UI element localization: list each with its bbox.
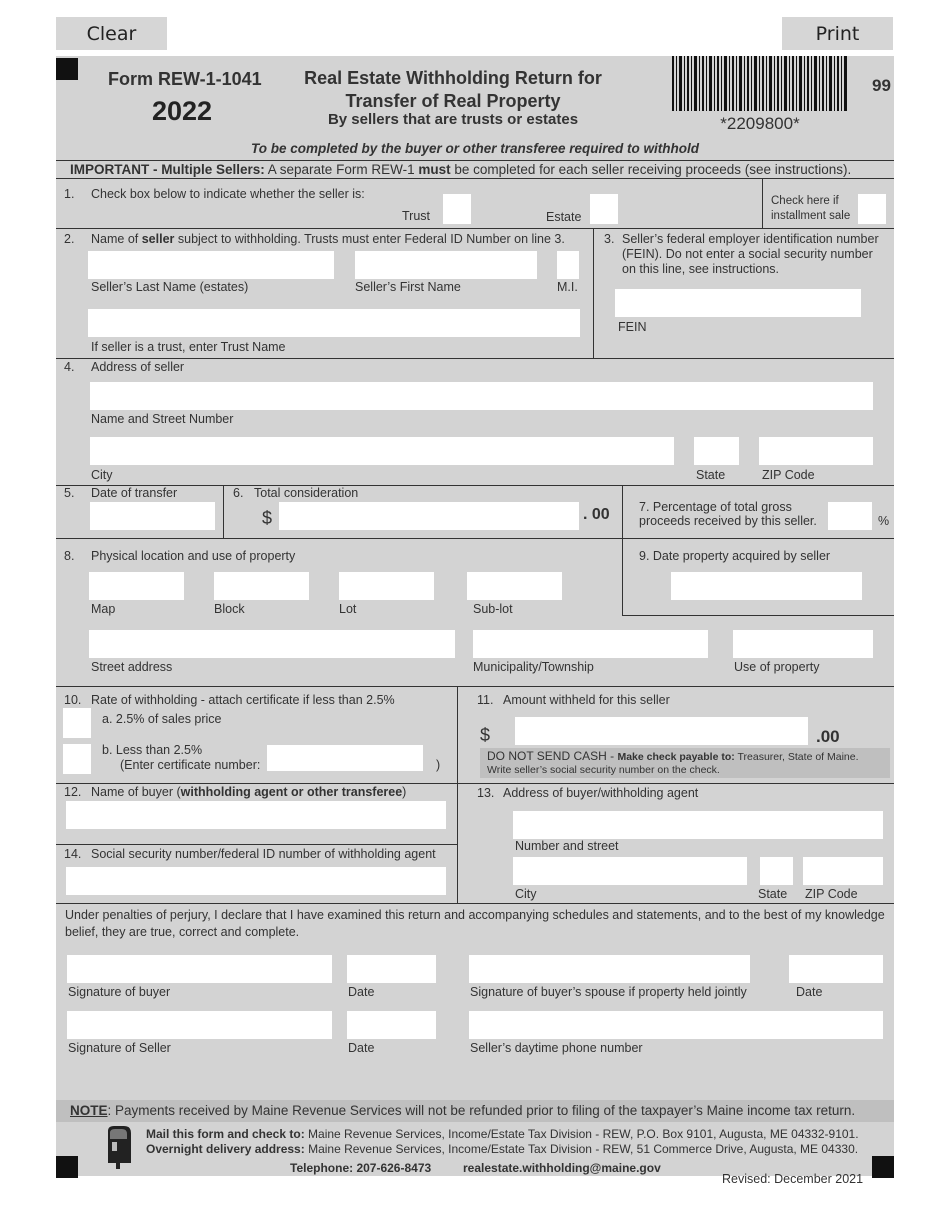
corner-code: 99 bbox=[872, 76, 891, 95]
amount-withheld-field[interactable] bbox=[515, 717, 808, 745]
seller-signature-date-field[interactable] bbox=[347, 1011, 436, 1039]
revised-date: Revised: December 2021 bbox=[722, 1172, 864, 1186]
trust-checkbox[interactable] bbox=[443, 194, 471, 224]
map-field[interactable] bbox=[89, 572, 184, 600]
installment-checkbox[interactable] bbox=[858, 194, 886, 224]
telephone: Telephone: 207-626-8473 bbox=[290, 1161, 432, 1175]
line1-label: Check box below to indicate whether the seller is: bbox=[91, 187, 365, 201]
transfer-date-field[interactable] bbox=[90, 502, 215, 530]
estate-label: Estate bbox=[546, 210, 582, 224]
buyer-signature-date-field[interactable] bbox=[347, 955, 436, 983]
property-street-field[interactable] bbox=[89, 630, 455, 658]
form-title-line2: Transfer of Real Property bbox=[345, 91, 561, 111]
municipality-field[interactable] bbox=[473, 630, 708, 658]
block-field[interactable] bbox=[214, 572, 309, 600]
percentage-field[interactable] bbox=[828, 502, 872, 530]
registration-mark bbox=[56, 58, 78, 80]
rate-b-checkbox[interactable] bbox=[63, 744, 91, 774]
form-id: Form REW-1-1041 bbox=[108, 69, 262, 89]
trust-label: Trust bbox=[402, 209, 431, 223]
spouse-signature-date-field[interactable] bbox=[789, 955, 883, 983]
date-acquired-field[interactable] bbox=[671, 572, 862, 600]
seller-zip-field[interactable] bbox=[759, 437, 873, 465]
important-note: IMPORTANT - Multiple Sellers: A separate Form REW-1 must be completed for each seller receiving proceeds (see instructions). bbox=[70, 162, 852, 177]
form-title-line1: Real Estate Withholding Return for bbox=[304, 68, 602, 88]
seller-phone-field[interactable] bbox=[469, 1011, 883, 1039]
fein-field[interactable] bbox=[615, 289, 861, 317]
refund-note: NOTE: Payments received by Maine Revenue Services will not be refunded prior to filing of the taxpayer’s Maine income tax return. bbox=[70, 1103, 856, 1118]
buyer-street-field[interactable] bbox=[513, 811, 883, 839]
clear-button[interactable]: Clear bbox=[56, 17, 167, 50]
registration-mark bbox=[56, 1156, 78, 1178]
seller-state-field[interactable] bbox=[694, 437, 739, 465]
lot-field[interactable] bbox=[339, 572, 434, 600]
tax-year: 2022 bbox=[152, 96, 213, 126]
rate-a-checkbox[interactable] bbox=[63, 708, 91, 738]
seller-street-field[interactable] bbox=[90, 382, 873, 410]
buyer-city-field[interactable] bbox=[513, 857, 747, 885]
buyer-zip-field[interactable] bbox=[803, 857, 883, 885]
print-button[interactable]: Print bbox=[782, 17, 893, 50]
perjury-statement: Under penalties of perjury, I declare that I have examined this return and accompanying schedules and statements, and to the best of my knowledge bbox=[65, 908, 885, 922]
buyer-ssn-field[interactable] bbox=[66, 867, 446, 895]
estate-checkbox[interactable] bbox=[590, 194, 618, 224]
mailbox-icon bbox=[104, 1125, 134, 1169]
form-subtitle: By sellers that are trusts or estates bbox=[327, 111, 579, 128]
line2-label: Name of seller subject to withholding. Trusts must enter Federal ID Number on line 3. bbox=[91, 232, 565, 246]
seller-mi-field[interactable] bbox=[557, 251, 579, 279]
seller-first-name-field[interactable] bbox=[355, 251, 537, 279]
registration-mark bbox=[872, 1156, 894, 1178]
total-consideration-field[interactable] bbox=[279, 502, 579, 530]
instruction-line: To be completed by the buyer or other transferee required to withhold bbox=[250, 141, 700, 156]
trust-name-field[interactable] bbox=[88, 309, 580, 337]
email-link[interactable]: realestate.withholding@maine.gov bbox=[463, 1161, 661, 1175]
buyer-name-field[interactable] bbox=[66, 801, 446, 829]
buyer-signature-field[interactable] bbox=[67, 955, 332, 983]
sublot-field[interactable] bbox=[467, 572, 562, 600]
buyer-state-field[interactable] bbox=[760, 857, 793, 885]
seller-city-field[interactable] bbox=[90, 437, 674, 465]
barcode-text: *2209800* bbox=[720, 114, 800, 133]
barcode bbox=[670, 56, 850, 112]
installment-label: Check here if bbox=[771, 195, 839, 207]
certificate-number-field[interactable] bbox=[267, 745, 423, 771]
seller-last-name-field[interactable] bbox=[88, 251, 334, 279]
property-use-field[interactable] bbox=[733, 630, 873, 658]
rew-form: Form REW-1-1041 2022 Real Estate Withholding Return for Transfer of Real Property By sellers that are trusts or estates *2209800* 99 To be completed by the buyer or other transferee required to withhold IMPORTANT - Multiple Sellers: A separate Form REW-1 must be completed for each seller receiving proceeds (see instructions). 1. Check box below to indicate whether the seller is: Trust Estate Check here if installment sale 2. Name of seller subject to withholding. Trusts must enter Federal ID Number on line 3. Seller’s Last Name (estates) Seller’s First Name M.I. If seller is a trust, enter Trust Name 3. Seller’s federal employer identification number (FEIN). Do not enter a social security number on this line, see instructions. FEIN 4. Address of seller Name and Street Number City State ZIP Code 5. Date of transfer 6. Total consideration $ . 00 7. Percentage of total gross proceeds received by this seller. % 8. Physical location and use of property 9. Date property acquired by seller Map Block Lot Sub-lot Street address Municipality/Township Use of property 10. Rate of withholding - attach certificate if less than 2.5% a. 2.5% of sales price b. Less than 2.5% (Enter certificate number: ) 11. Amount withheld for this seller $ .00 DO NOT SEND CASH - Make check payable to: Treasurer, State of Maine. Write seller’s social security number on the check. 12. Name of buyer (withholding agent or other transferee) 14. Social security number/federal ID number of withholding agent 13. Address of buyer/withholding agent Number and street City State ZIP Code Under penalties of perjury, I declare that I have examined this return and accompanying schedules and statements, and to the best of my knowledge belief, they are true, correct and complete. Signature of buyer Date Signature of buyer’s spouse if property held jointly Date Signature of Seller Date Seller’s daytime phone number NOTE: Payments received by Maine Revenue Services will not be refunded prior to filing of the taxpayer’s Maine income tax return. Mail this form and check to: Maine Revenue Services, Income/Estate Tax Division - REW, P.O. Box 9101, Augusta, ME 04332-9101. Overnight delivery address: Maine Revenue Services, Income/Estate Tax Division - REW, 51 Commerce Drive, Augusta, ME 04330. Telephone: 207-626-8473 realestate.withholding@maine.gov bbox=[56, 56, 894, 1176]
seller-signature-field[interactable] bbox=[67, 1011, 332, 1039]
spouse-signature-field[interactable] bbox=[469, 955, 750, 983]
